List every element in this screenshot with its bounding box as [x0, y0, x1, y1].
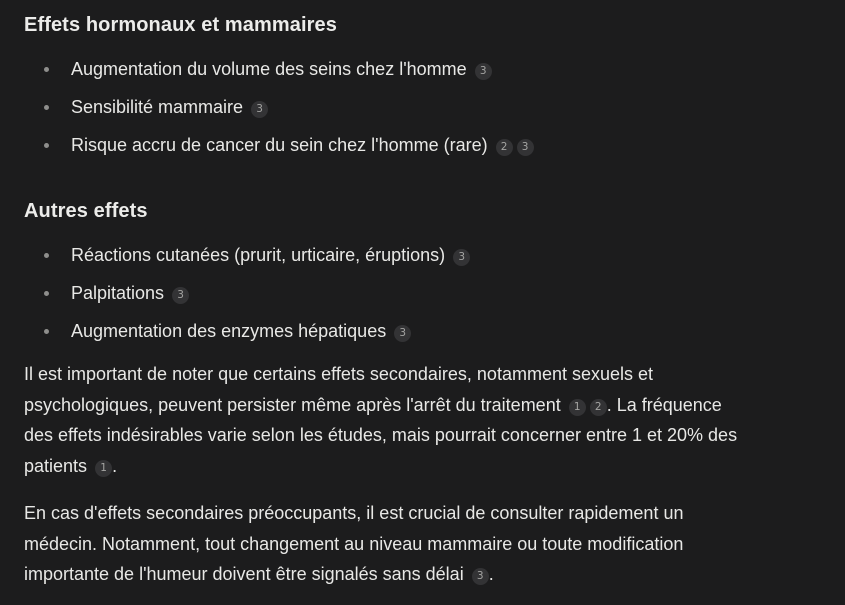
paragraph-text: . La fréquence: [606, 394, 722, 415]
section-heading-other: Autres effets: [24, 200, 148, 222]
list-item: [24, 130, 534, 168]
paragraph-text: .: [112, 455, 118, 476]
citation-badge[interactable]: 1: [95, 460, 112, 477]
list-item-text: Augmentation du volume des seins chez l'homme: [71, 59, 467, 79]
paragraph-text: .: [488, 564, 494, 584]
paragraph-text: psychologiques, peuvent persister même après l'arrêt du traitement: [24, 394, 561, 415]
paragraph-persistence: [24, 359, 845, 481]
paragraph-advice: [24, 498, 845, 590]
paragraph-text: Il est important de noter que certains effets secondaires, notamment sexuels et: [24, 364, 654, 384]
list-item: [24, 240, 470, 278]
bullet-icon: [44, 253, 49, 258]
list-item-text: Augmentation des enzymes hépatiques: [71, 321, 387, 341]
bullet-icon: [44, 105, 49, 110]
citation-badge[interactable]: 3: [394, 325, 411, 342]
citation-badge[interactable]: 3: [453, 249, 470, 266]
bullet-icon: [44, 329, 49, 334]
section-heading-hormonal: Effets hormonaux et mammaires: [24, 14, 337, 36]
paragraph-text: médecin. Notamment, tout changement au niveau mammaire ou toute modification: [24, 533, 684, 554]
list-item: [24, 278, 470, 316]
citation-badge[interactable]: 3: [251, 101, 268, 118]
list-item: [24, 92, 534, 130]
paragraph-text: importante de l'humeur doivent être signalés sans délai: [24, 564, 464, 584]
citation-badge[interactable]: 3: [172, 287, 189, 304]
citation-badge[interactable]: 2: [496, 139, 513, 156]
list-item-text: Réactions cutanées (prurit, urticaire, éruptions): [71, 245, 446, 265]
paragraph-text: En cas d'effets secondaires préoccupants, il est crucial de consulter rapidement un: [24, 503, 684, 523]
paragraph-text: des effets indésirables varie selon les études, mais pourrait concerner entre 1 et 20% des: [24, 425, 738, 445]
bullet-icon: [44, 67, 49, 72]
citation-badge[interactable]: 3: [517, 139, 534, 156]
list-item: [24, 54, 534, 92]
citation-badge[interactable]: 3: [472, 568, 489, 585]
citation-badge[interactable]: 2: [590, 399, 607, 416]
list-item-text: Palpitations: [71, 283, 165, 303]
citation-badge[interactable]: 1: [569, 399, 586, 416]
bullet-icon: [44, 291, 49, 296]
paragraph-text: patients: [24, 455, 88, 476]
hormonal-effects-list: [24, 54, 534, 168]
list-item-text: Sensibilité mammaire: [71, 97, 244, 117]
list-item-text: Risque accru de cancer du sein chez l'homme (rare): [71, 135, 488, 155]
bullet-icon: [44, 143, 49, 148]
citation-badge[interactable]: 3: [475, 63, 492, 80]
other-effects-list: [24, 240, 470, 354]
list-item: [24, 316, 470, 354]
